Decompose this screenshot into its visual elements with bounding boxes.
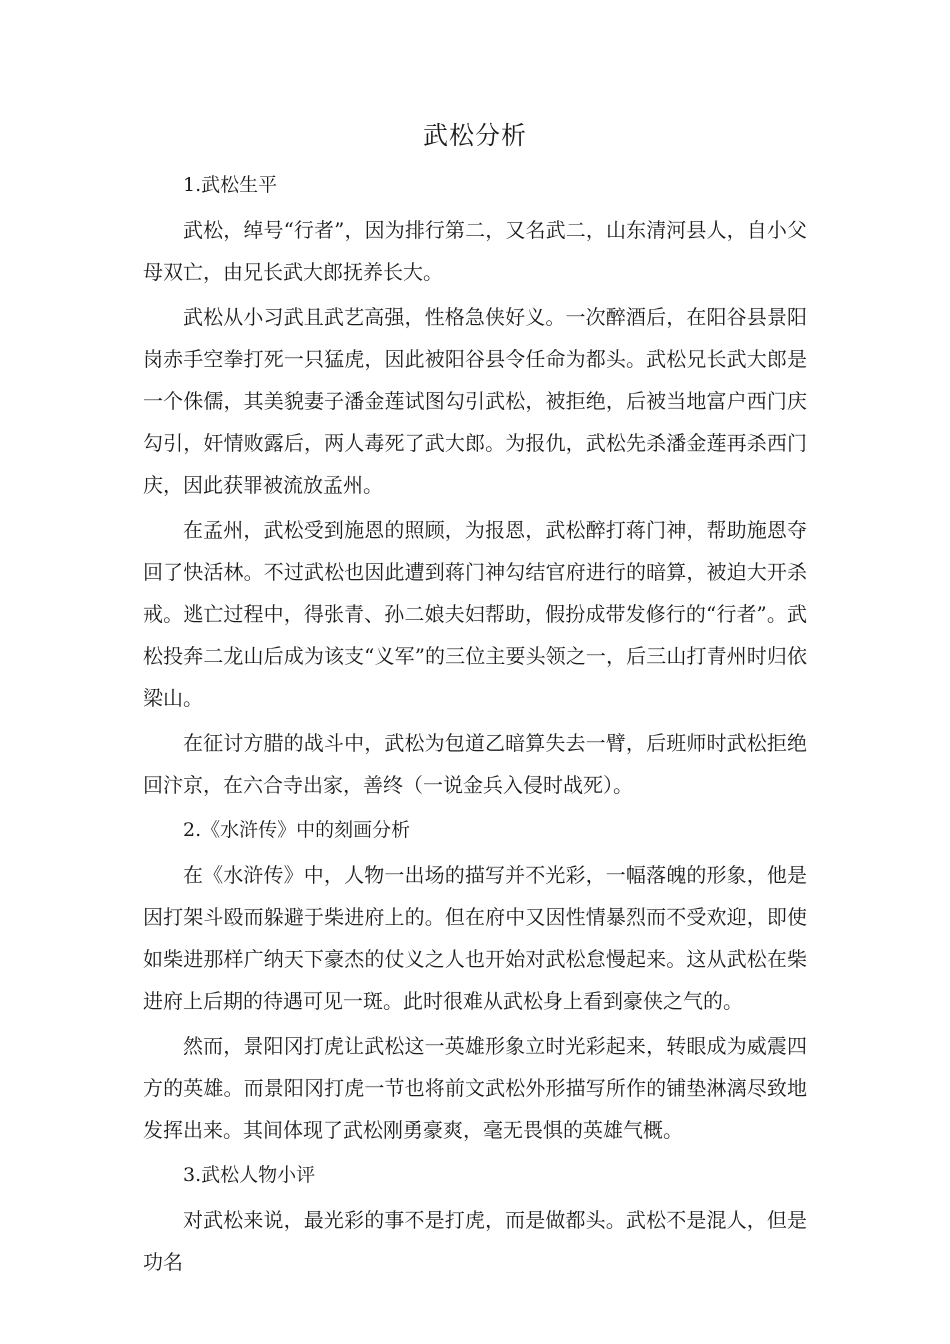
section-heading-review: 3.武松人物小评	[183, 1164, 316, 1186]
paragraph-intro: 武松，绰号“行者”，因为排行第二，又名武二，山东清河县人，自小父母双亡，由兄长武大郎抚养长大。	[143, 218, 807, 284]
paragraph-mengzhou: 在孟州，武松受到施恩的照顾，为报恩，武松醉打蒋门神，帮助施恩夺回了快活林。不过武松也因此遭到蒋门神勾结官府进行的暗算，被迫大开杀戒。逃亡过程中，得张青、孙二娘夫妇帮助，假扮成带发修行的“行者”。武松投奔二龙山后成为该支“义军”的三位主要头领之一，后三山打青州时归依梁山。	[143, 518, 807, 710]
document-title: 武松分析	[422, 121, 527, 150]
paragraph-review: 对武松来说，最光彩的事不是打虎，而是做都头。武松不是混人，但是功名	[143, 1208, 807, 1274]
section-heading-life: 1.武松生平	[183, 174, 278, 196]
paragraph-fangla: 在征讨方腊的战斗中，武松为包道乙暗算失去一臂，后班师时武松拒绝回汴京，在六合寺出家，善终（一说金兵入侵时战死）。	[143, 731, 807, 797]
document-body	[143, 164, 807, 1286]
paragraph-first-appearance: 在《水浒传》中，人物一出场的描写并不光彩，一幅落魄的形象，他是因打架斗殴而躲避于柴进府上的。但在府中又因性情暴烈而不受欢迎，即使如柴进那样广纳天下豪杰的仗义之人也开始对武松怠慢起来。这从武松在柴进府上后期的待遇可见一斑。此时很难从武松身上看到豪侠之气的。	[143, 863, 807, 1013]
paragraph-jingyanggang: 然而，景阳冈打虎让武松这一英雄形象立时光彩起来，转眼成为威震四方的英雄。而景阳冈打虎一节也将前文武松外形描写所作的铺垫淋漓尽致地发挥出来。其间体现了武松刚勇豪爽，毫无畏惧的英雄气概。	[143, 1034, 807, 1142]
paragraph-tiger: 武松从小习武且武艺高强，性格急侠好义。一次醉酒后，在阳谷县景阳岗赤手空拳打死一只猛虎，因此被阳谷县令任命为都头。武松兄长武大郎是一个侏儒，其美貌妻子潘金莲试图勾引武松，被拒绝，后被当地富户西门庆勾引，奸情败露后，两人毒死了武大郎。为报仇，武松先杀潘金莲再杀西门庆，因此获罪被流放孟州。	[143, 305, 807, 497]
section-heading-analysis: 2.《水浒传》中的刻画分析	[183, 819, 411, 841]
